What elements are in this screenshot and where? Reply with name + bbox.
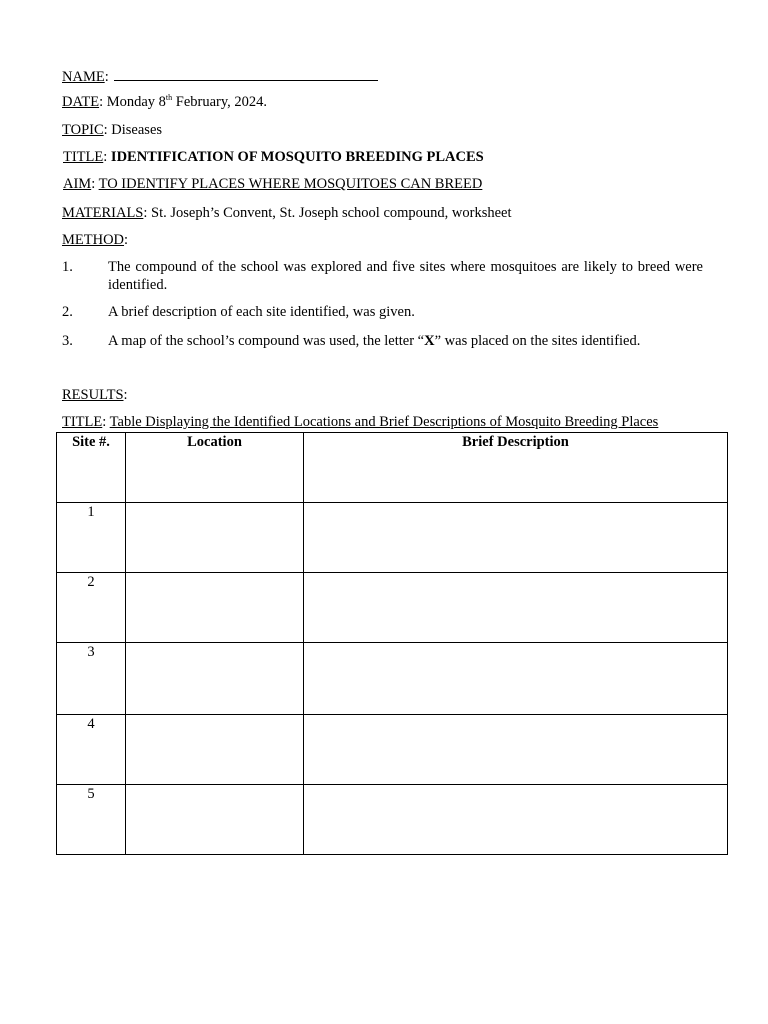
topic-line <box>62 121 162 139</box>
method-step-3 <box>62 332 703 350</box>
description-cell[interactable] <box>304 643 728 715</box>
method-step-1 <box>62 258 703 294</box>
name-label: NAME <box>62 69 105 85</box>
description-cell[interactable] <box>304 573 728 643</box>
table-header-row <box>57 433 728 503</box>
site-number-cell: 2 <box>57 573 126 643</box>
site-number-cell: 5 <box>57 785 126 855</box>
title-separator: : <box>103 149 111 165</box>
results-heading <box>62 386 128 404</box>
date-line <box>62 93 267 111</box>
title-line <box>63 148 484 166</box>
method-step-text <box>108 332 703 350</box>
site-number-cell: 3 <box>57 643 126 715</box>
site-number-cell: 4 <box>57 715 126 785</box>
aim-separator: : <box>91 176 99 192</box>
method-step-number: 3. <box>62 333 73 349</box>
method-heading <box>62 231 128 249</box>
name-separator: : <box>104 69 109 85</box>
table-row <box>57 715 728 785</box>
method-step-text-before: A map of the school’s compound was used, the letter “ <box>108 333 425 349</box>
table-row <box>57 643 728 715</box>
results-table <box>56 432 728 855</box>
location-cell[interactable] <box>126 503 304 573</box>
column-header-site: Site #. <box>57 433 126 503</box>
location-cell[interactable] <box>126 643 304 715</box>
location-cell[interactable] <box>126 715 304 785</box>
table-title-label: TITLE <box>62 414 103 430</box>
date-superscript: th <box>165 93 173 103</box>
results-separator: : <box>123 387 128 403</box>
method-separator: : <box>124 232 129 248</box>
method-step-text: The compound of the school was explored and five sites where mosquitoes are likely to breed were identified. <box>108 259 703 293</box>
materials-label: MATERIALS <box>62 205 144 221</box>
method-step-text: A brief description of each site identified, was given. <box>108 304 415 320</box>
method-step-number: 1. <box>62 259 73 275</box>
description-cell[interactable] <box>304 785 728 855</box>
site-number-cell: 1 <box>57 503 126 573</box>
title-value: IDENTIFICATION OF MOSQUITO BREEDING PLACES <box>110 149 484 165</box>
table-title: Table Displaying the Identified Locations and Brief Descriptions of Mosquito Breeding Places <box>109 414 659 430</box>
description-cell[interactable] <box>304 503 728 573</box>
table-title-line <box>62 413 658 431</box>
method-step-text-after: ” was placed on the sites identified. <box>434 333 641 349</box>
date-suffix: February, 2024. <box>172 94 268 110</box>
topic-value: : Diseases <box>103 122 163 138</box>
column-header-description: Brief Description <box>304 433 728 503</box>
table-row <box>57 503 728 573</box>
date-prefix: : Monday 8 <box>99 94 166 110</box>
results-label: RESULTS <box>62 387 124 403</box>
aim-value: TO IDENTIFY PLACES WHERE MOSQUITOES CAN BREED <box>98 176 483 192</box>
column-header-location: Location <box>126 433 304 503</box>
method-step-2 <box>62 303 703 321</box>
title-label: TITLE <box>63 149 104 165</box>
method-step-text-bold: X <box>424 333 435 349</box>
table-row <box>57 573 728 643</box>
aim-label: AIM <box>63 176 92 192</box>
aim-line <box>63 175 482 193</box>
location-cell[interactable] <box>126 573 304 643</box>
materials-line <box>62 204 512 222</box>
method-label: METHOD <box>62 232 125 248</box>
materials-value: : St. Joseph’s Convent, St. Joseph school compound, worksheet <box>143 205 512 221</box>
topic-label: TOPIC <box>62 122 104 138</box>
date-label: DATE <box>62 94 100 110</box>
method-step-number: 2. <box>62 304 73 320</box>
description-cell[interactable] <box>304 715 728 785</box>
name-blank-field[interactable] <box>114 66 378 81</box>
table-title-separator: : <box>102 414 110 430</box>
name-line <box>62 66 378 86</box>
table-row <box>57 785 728 855</box>
location-cell[interactable] <box>126 785 304 855</box>
